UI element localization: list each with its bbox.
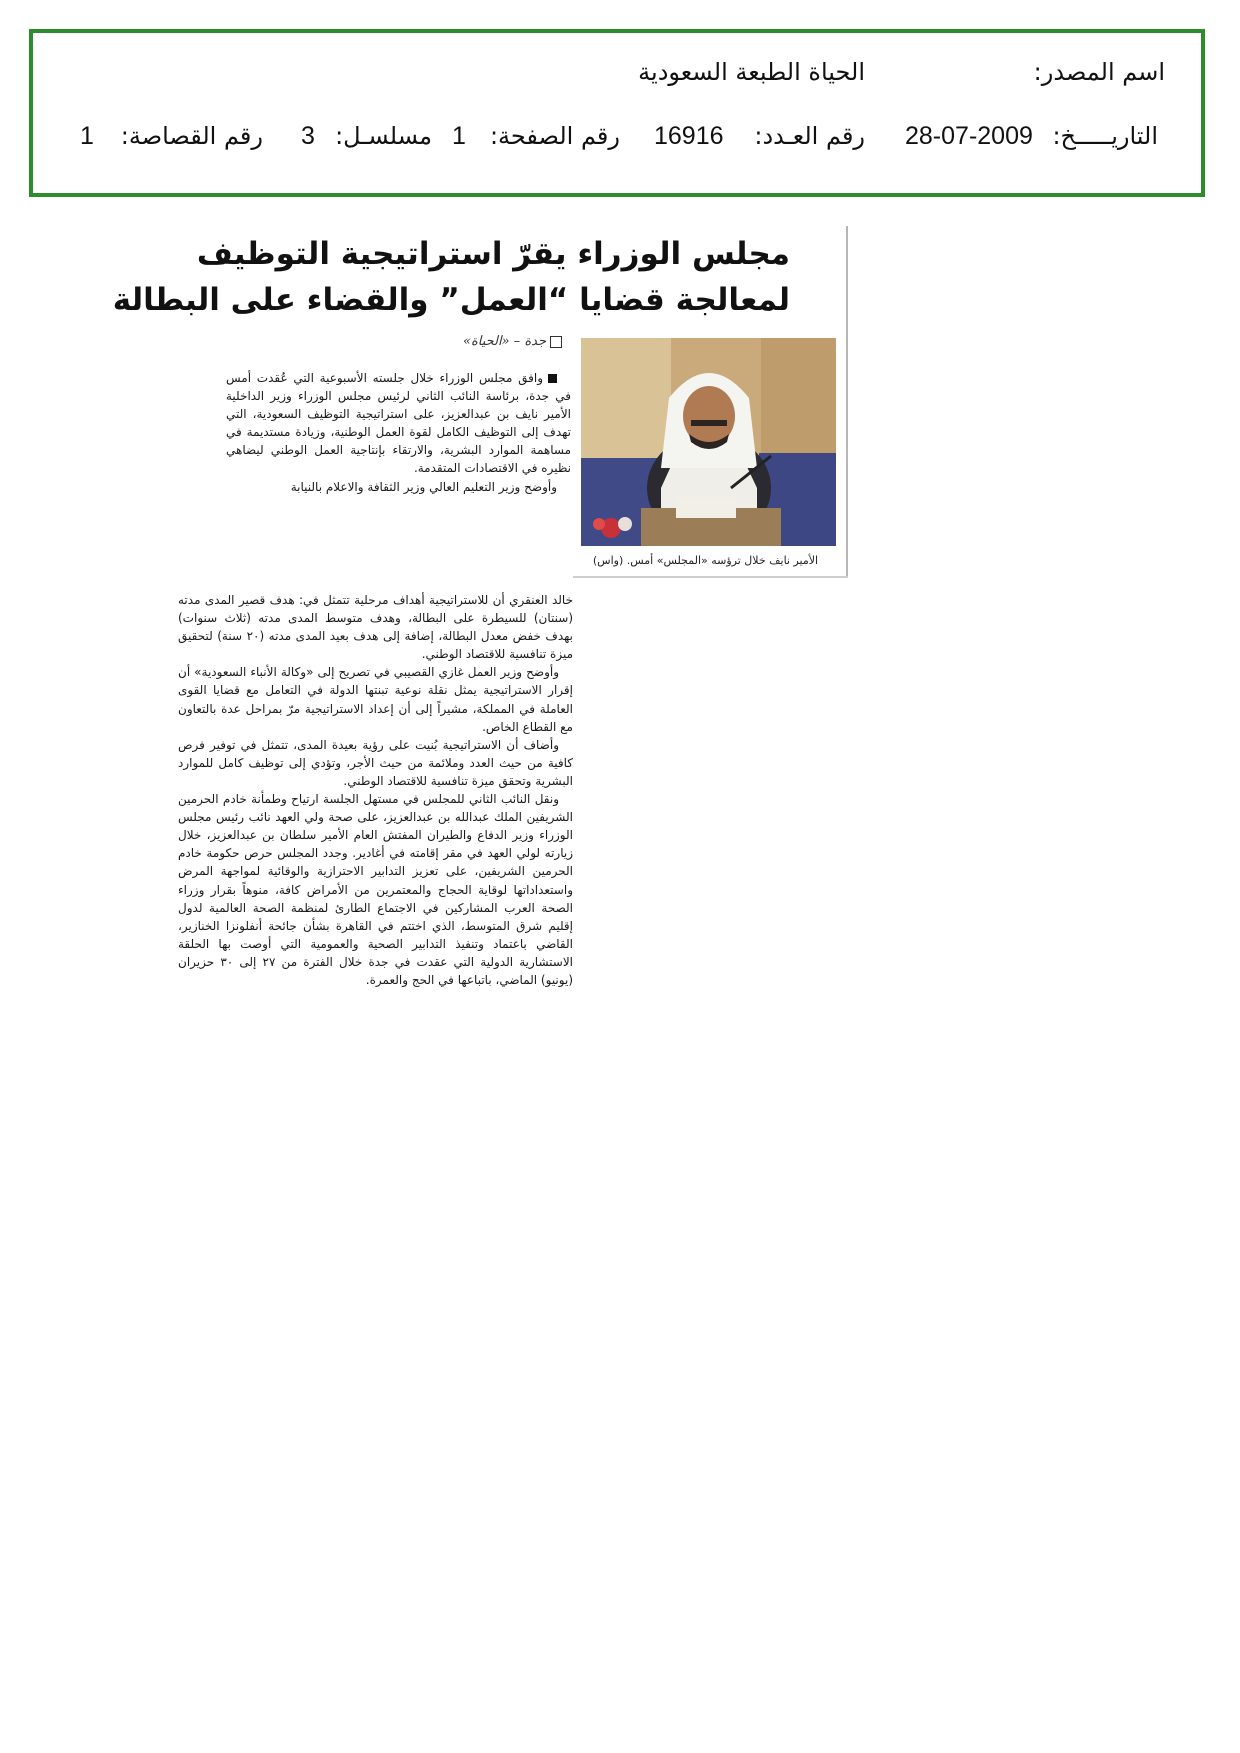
body-paragraph: ونقل النائب الثاني للمجلس في مستهل الجلسة ارتياح وطمأنة خادم الحرمين الشريفين الملك عبدالله بن عبدالعزيز، على صحة ولي العهد نائب رئيس مجلس الوزراء وزير الدفاع والطيران المفتش العام الأمير سلطان بن عبدالعزيز، خلال زيارته لولي العهد في مقر إقامته في أغادير. وجدد المجلس حرص حكومة خادم الحرمين الشريفين، على تعزيز التدابير الاحترازية والوقائية لمواجهة المرض واستعداداتها لوقاية الحجاج والمعتمرين من الأمراض كافة، منوهاً بقرار وزراء الصحة العرب المشاركين في الاجتماع الطارئ لمنظمة الصحة العالمية لدول إقليم شرق المتوسط، الذي اختتم في القاهرة بشأن جائحة أنفلونزا الخنازير، القاضي باعتماد وتنفيذ التدابير الصحية والعمومية التي أوصت بها الحلقة الاستشارية الدولية التي عقدت في جدة خلال الفترة من ٢٧ إلى ٣٠ حزيران (يونيو) الماضي، باتباعها في الحج والعمرة.	[178, 792, 574, 987]
body-paragraph: وأوضح وزير العمل غازي القصيبي في تصريح إلى «وكالة الأنباء السعودية» أن إقرار الاستراتيجية يمثل نقلة نوعية تبنتها الدولة في التعامل مع قضايا القوى العاملة في المملكة، مشيراً إلى أن إعداد الاستراتيجية مرّ بمراحل عدة بالتعاون مع القطاع الخاص.	[178, 665, 573, 734]
square-marker-icon	[550, 336, 562, 348]
issue-value: 16916	[654, 122, 724, 150]
clipping-metadata-frame	[29, 29, 1205, 197]
headline-line-1: مجلس الوزراء يقرّ استراتيجية التوظيف	[196, 236, 790, 272]
clip-value: 1	[80, 122, 94, 150]
lead-paragraph: وأوضح وزير التعليم العالي وزير الثقافة والاعلام بالنيابة	[290, 479, 557, 494]
byline-text: جدة – «الحياة»	[462, 334, 546, 349]
article-photo	[581, 338, 836, 546]
bullet-square-icon	[548, 374, 557, 383]
lead-paragraph-text: وافق مجلس الوزراء خلال جلسته الأسبوعية التي عُقدت أمس في جدة، برئاسة النائب الثاني لرئيس مجلس الوزراء وزير الداخلية الأمير نايف بن عبدالعزيز، على استراتيجية التوظيف السعودية، التي تهدف إلى التوظيف الكامل لقوة العمل الوطنية، وزيادة مستديمة في مساهمة الموارد البشرية، والارتقاء بإنتاجية العمل الوطني ليضاهي نظيره في الاقتصادات المتقدمة.	[226, 371, 571, 476]
source-value: الحياة الطبعة السعودية	[638, 58, 865, 86]
newspaper-clipping	[112, 226, 848, 1106]
lead-column	[226, 369, 571, 496]
byline	[398, 334, 562, 349]
serial-value: 3	[301, 122, 315, 150]
headline-line-2: لمعالجة قضايا “العمل” والقضاء على البطالة	[112, 282, 790, 318]
body-paragraph: خالد العنقري أن للاستراتيجية أهداف مرحلية تتمثل في: هدف قصير المدى مدته (سنتان) للسيطرة على البطالة، وهدف متوسط المدى مدته (ثلاث سنوات) بهدف خفض معدل البطالة، إضافة إلى هدف بعيد المدى مدته (٢٠ سنة) لتحقيق ميزة تنافسية للاقتصاد الوطني.	[178, 593, 573, 662]
issue-label: رقم العـدد:	[754, 122, 865, 150]
page-value: 1	[452, 122, 466, 150]
photo-caption: الأمير نايف خلال ترؤسه «المجلس» أمس. (واس)	[592, 554, 819, 567]
page-label: رقم الصفحة:	[489, 122, 620, 150]
lead-paragraph	[226, 369, 571, 478]
photo-illustration	[581, 338, 836, 546]
photo-block-divider	[573, 576, 848, 578]
body-paragraph: وأضاف أن الاستراتيجية بُنيت على رؤية بعيدة المدى، تتمثل في توفير فرص كافية من حيث العدد وملائمة من حيث الأجر، وتؤدي إلى توظيف كامل للموارد البشرية وتحقق ميزة تنافسية للاقتصاد الوطني.	[178, 737, 573, 788]
serial-label: مسلسـل:	[335, 122, 432, 150]
body-column	[178, 591, 573, 989]
source-label: اسم المصدر:	[1033, 58, 1165, 86]
date-label: التاريـــــخ:	[1052, 122, 1158, 150]
column-divider	[846, 226, 848, 578]
clip-label: رقم القصاصة:	[120, 122, 263, 150]
date-value: 28-07-2009	[905, 122, 1033, 150]
